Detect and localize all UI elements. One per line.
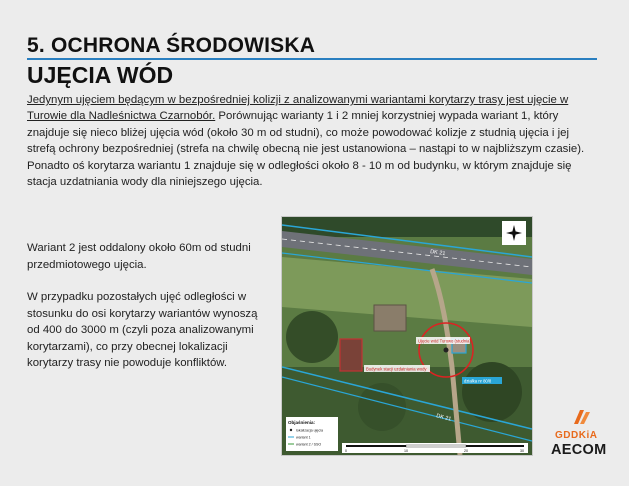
scale-seg-2 xyxy=(406,445,466,447)
map-road-label-top: DK 21 xyxy=(429,249,446,258)
paragraph-rest: Porównując warianty 1 i 2 mniej korzystniej wypada wariant 1, który znajduje się nieco bliżej ujęcia wód (około 30 m od studni), co może powodować kolizje z studnią ujęcia i jej strefą ochrony bezpośredniej (strefa na chwilę obecną nie jest ustanowiona – nastąpi to w najbliższym czasie). Ponadto oś korytarza wariantu 1 znajduje się w odległości około 8 - 10 m od budynku, w którym znajduje się stacja uzdatniania wody dla niniejszego ujęcia. xyxy=(27,110,585,189)
side-text-variant2: Wariant 2 jest oddalony około 60m od studni przedmiotowego ujęcia. xyxy=(27,242,251,271)
map-trees-2 xyxy=(462,362,522,422)
map-scale-box xyxy=(342,443,528,453)
side-text-other-intakes: W przypadku pozostałych ujęć odległości w stosunku do osi korytarzy wariantów wynoszą od 400 do 3000 m (czyli poza analizowanymi korytarzami), co przy obecnej lokalizacji korytarzy trasy nie powoduje konfliktów. xyxy=(27,291,258,369)
side-text xyxy=(27,240,272,388)
paragraph-underlined: Jedynym ujęciem będącym w bezpośredniej kolizji z analizowanymi wariantami korytarzy trasy jest ujęcie w Turowie dla Nadleśnictwa Czarnobór. xyxy=(27,94,569,123)
scale-label-2: 20 xyxy=(464,449,468,453)
map-well-point xyxy=(444,348,449,353)
logos xyxy=(548,404,618,464)
map-trees xyxy=(286,311,338,363)
map-forest-top xyxy=(282,217,532,237)
map-legend-item-3: wariant 2 / SSO xyxy=(296,442,322,447)
scale-seg-3 xyxy=(466,445,524,447)
title-divider xyxy=(27,58,597,60)
scale-seg-1 xyxy=(346,445,406,447)
page-title: UJĘCIA WÓD xyxy=(27,62,174,88)
map-distance-label: działka nr 80/8 xyxy=(464,378,492,384)
aerial-map xyxy=(281,216,533,456)
map-legend-item-2: wariant 1 xyxy=(296,435,311,440)
map-well-label: Ujęcie wód Turowo (studnia) xyxy=(418,338,471,344)
scale-label-3: 30 xyxy=(520,449,524,453)
map-image xyxy=(282,217,532,455)
map-building-station xyxy=(340,339,362,371)
map-station-label: Budynek stacji uzdatniania wody xyxy=(366,366,427,372)
map-road-label-bottom: DK 21 xyxy=(435,413,452,423)
gddkia-logo: GDDKiA xyxy=(555,430,598,441)
main-paragraph xyxy=(27,92,587,190)
section-title: 5. OCHRONA ŚRODOWISKA xyxy=(27,34,316,57)
map-legend-item-1: lokalizacja ujęcia xyxy=(296,428,323,433)
map-legend-title: Objaśnienia: xyxy=(288,420,316,425)
scale-label-0: 0 xyxy=(345,449,347,453)
gddkia-logo-icon xyxy=(570,406,592,428)
scale-label-1: 10 xyxy=(404,449,408,453)
map-building-house xyxy=(374,305,406,331)
aecom-logo: AECOM xyxy=(551,442,607,458)
legend-well-icon xyxy=(290,429,292,431)
